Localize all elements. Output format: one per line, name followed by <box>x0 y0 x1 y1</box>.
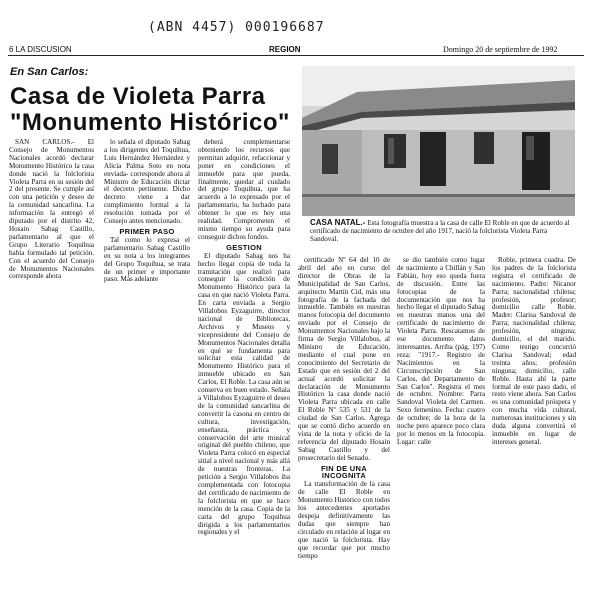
article-title <box>10 84 300 136</box>
house-photo <box>302 66 575 216</box>
article-title-line-1: Casa de Violeta Parra <box>10 83 266 110</box>
column-2 <box>104 139 190 284</box>
issue-date: Domingo 20 de septiembre de 1992 <box>443 45 558 54</box>
column-4 <box>298 257 390 594</box>
column-2-text-a: lo señala el diputado Sabag a los dirigentes del Toquihua, Luis Hernández Hernández y Alicia Palma Soto en nota enviada- corresponde ahora al Ministro de Educación dictar el decreto pertinente. Dicho decreto viene a dar cumplimiento formal a la resolución tomada por el Consejo antes mencionado. <box>104 139 190 226</box>
column-4-text-b: La transformación de la casa de calle El Roble en Monumento Histórico con todos los antecedentes aportados despeja definitivamente las dudas que siempre han circulado en relación al lugar en que nació la folclorista. Hay que recordar que por mucho tiempo <box>298 480 390 560</box>
archive-stamp: (ABN 4457) 000196687 <box>148 20 325 35</box>
column-1-text: SAN CARLOS.- El Consejo de Monumentos Nacionales acordó declarar Monumento Histórico la casa donde nació la folclorista Violeta Parra en su sesión del 2 del presente. Se cumple así con una petición y deseo de la comunidad sancarlina. La información la entregó el diputado por el distrito 42, Hosain Sabag Castillo, parlamentario al que el Grupo Literario Toquihua había formulado tal petición. Con el acuerdo del Consejo de Monumentos Nacionales corresponde ahora <box>9 139 94 281</box>
subhead-gestion: GESTION <box>226 242 262 252</box>
column-3-text-b: El diputado Sabag nos ha hecho llegar copia de toda la tramitación que realizó para conseguir la condición de Monumento Histórico para la casa en que nació Violeta Parra. En carta enviada a Sergio Villalobos Eyzaguirre, director nacional de Bibliotecas, Archivos y Museos y vicepresidente del Consejo de Monumentos Nacionales detalla en qué se fundamenta para solicitar esta calidad de Monumento Histórico para el inmueble ubicado en San Carlos, El Roble. La casa aún se conserva en buen estado. Señala a Villalobos Eyzaguirre el deseo de la comunidad sancarlina de convertir la casona en centro de cultura, investigación, enseñanza, práctica y conservación del arte musical original del pueblo chileno, que Violeta Parra colocó en especial sitial a nivel nacional y más allá de nuestras fronteras. La petición a Sergio Villalobos iba complementada con fotocopia del certificado de nacimiento de la folclorista en que se hace mención de la casa. Copia de la carta del grupo Toquihua dirigida a los parlamentarios regionales y el <box>198 251 290 537</box>
column-3-text-a: deberá complementarse obteniendo los recursos que permitan adquirir, refaccionar y poner en condiciones el inmueble para que pueda, finalmente, quedar al cuidado del grupo Toquihua, que ha acuerdo a lo expresado por el parlamentario, ha luchado para obtener lo que es hoy una realidad. Comprometen el mismo tiempo su ayuda para conseguir dichos fondos. <box>198 139 290 241</box>
caption-label: CASA NATAL.- <box>310 218 366 227</box>
subhead-primer-paso: PRIMER PASO <box>119 226 175 236</box>
page-number-section: 6 LA DISCUSION <box>9 45 72 54</box>
column-3 <box>198 139 290 594</box>
column-2-text-b: Tal como lo expresa el parlamentario Sabag Castillo en su nota a los integrantes del Grupo Toquihua, se trata de un primer e importante paso. Más adelante <box>104 235 190 284</box>
caption-text: Esta fotografía muestra a la casa de calle El Roble en que de acuerdo al certificado de nacimiento de octubre del año 1917, nació la folclorista Violeta Parra Sandoval. <box>310 219 570 243</box>
article-title-line-2: "Monumento Histórico" <box>10 109 290 136</box>
house-photo-image <box>302 66 575 216</box>
subhead-fin-incognita: FIN DE UNA INCOGNITA <box>321 463 367 481</box>
photo-caption <box>310 219 575 243</box>
header-rule <box>8 55 584 56</box>
column-1 <box>9 139 94 284</box>
column-6 <box>492 257 576 594</box>
column-4-text-a: certificado Nº 64 del 10 de abril del año en curso del director de Obras de la Municipalidad de San Carlos, arquitecto Martín Cid, más una fotografía de la fachada del inmueble. También en nuestras manos fotocopia del documento enviado por el Consejo de Monumentos Nacionales bajo la firma de Sergio Villalobos, al Ministro de Educación, mediante el cual pone en conocimiento del Secretario de Estado que en sesión del 2 del actual acordó solicitar la declaración de Monumento Histórico la casa donde nació Violeta Parra ubicada en calle El Roble Nº 535 y 531 de la ciudad de San Carlos. Agrega que se contó dicho acuerdo en vista de la nota y oficio de la referencia del diputado Hosain Sabag Castillo y del prosecretario del Senado. <box>298 257 390 462</box>
section-name: REGION <box>269 45 301 54</box>
column-5 <box>397 257 485 594</box>
column-5-text: se dio también como lugar de nacimiento a Chillán y San Fabián, hoy eso queda fuera de discusión. Entre las fotocopias de la documentación que nos ha hecho llegar el diputado Sabag en nuestras manos una del certificado de nacimiento de Violeta Parra. Rescatamos de ese documento datos interesantes. Arriba (pág. 197) reza: "1917.- Registro de Nacimientos en la Circunscripción de San Carlos, del Departamento de San Carlos". Registra el mes de octubre. Nombre: Parra Sandoval Violeta del Carmen. Sexo femenino. Fecha: cuatro de octubre; de la hora de la noche pero aparece poco clara por lo menos en la fotocopia. Lugar: calle <box>397 257 485 446</box>
column-6-text: Roble, primera cuadra. De los padres de la folclorista registra el certificado de nacimiento. Padre: Nicanor Parra; nacionalidad chilena; profesión, profesor; domicilio calle Roble. Madre: Clarisa Sandoval de Parra; nacionalidad chilena; profesión, ninguna; domicilio, el del marido. Como testigo concurrió Clarisa Sandoval; edad treinta años; profesión ninguna; domicilio, calle Roble. Hasta ahí la parte formal de este paso dado, el resto viene ahora. San Carlos es una comunidad próspera y con mucha vida cultural, numerosas instituciones y sin duda alguna convertirá el inmueble en lugar de intereses general. <box>492 257 576 446</box>
article-kicker: En San Carlos: <box>10 66 89 78</box>
